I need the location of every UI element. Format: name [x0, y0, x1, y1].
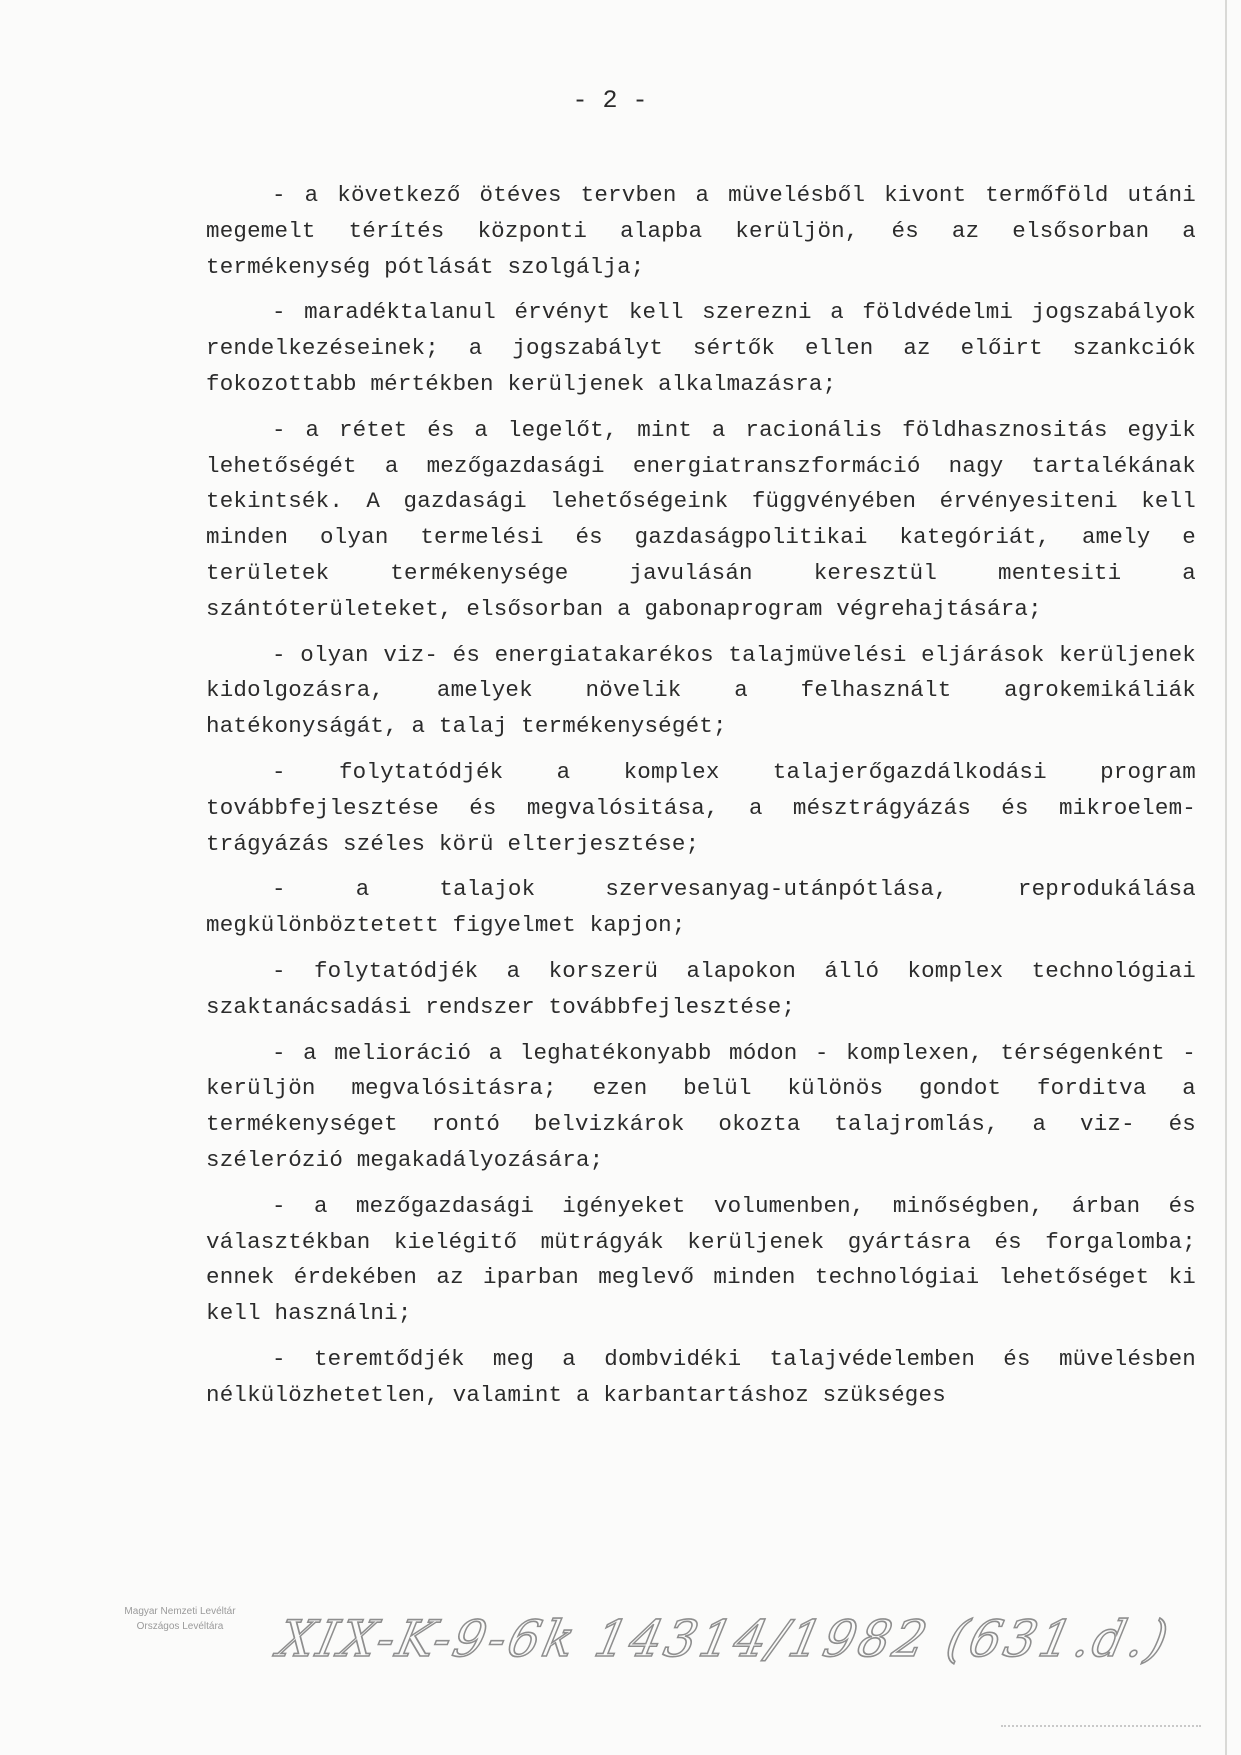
page-number: - 2 - — [572, 86, 648, 115]
paragraph: - folytatódjék a korszerü alapokon álló komplex technológiai szaktanácsadási rendszer továbbfejlesztése; — [206, 957, 1196, 1020]
archive-stamp-line: Magyar Nemzeti Levéltár — [124, 1606, 236, 1617]
shelfmark-text: XIX-K-9-6k 14314/1982 (631.d.) — [273, 1609, 1177, 1668]
paragraph: - teremtődjék meg a dombvidéki talajvédelemben és müvelésben nélkülözhetetlen, valamint a karbantartáshoz szükséges — [206, 1345, 1196, 1408]
scan-artifact — [1001, 1725, 1201, 1729]
archive-stamp-line: Országos Levéltára — [136, 1621, 224, 1632]
paragraph: - olyan viz- és energiatakarékos talajmüvelési eljárások kerüljenek kidolgozásra, amelyek növelik a felhasznált agrokemikáliák hatékonyságát, a talaj termékenységét; — [206, 641, 1196, 740]
document-body — [206, 178, 1196, 1424]
paragraph: - a rétet és a legelőt, mint a racionális földhasznositás egyik lehetőségét a mezőgazdasági energiatranszformáció nagy tartalékának tekintsék. A gazdasági lehetőségeink függvényében érvényesiteni kell minden olyan termelési és gazdaságpolitikai kategóriát, amely e területek termékenysége javulásán keresztül mentesiti a szántóterületeket, elsősorban a gabonaprogram végrehajtására; — [206, 416, 1196, 622]
paragraph: - maradéktalanul érvényt kell szerezni a földvédelmi jogszabályok rendelkezéseinek; a jogszabályt sértők ellen az előirt szankciók fokozottabb mértékben kerüljenek alkalmazásra; — [206, 299, 1196, 397]
paragraph: - a talajok szervesanyag-utánpótlása, reprodukálása megkülönböztetett figyelmet kapjon; — [206, 876, 1196, 939]
paragraph: - a melioráció a leghatékonyabb módon - komplexen, térségenként - kerüljön megvalósitásra; ezen belül különös gondot forditva a termékenységet rontó belvizkárok okozta talajromlás, a viz- és szélerózió megakadályozására; — [206, 1039, 1196, 1173]
paragraph: - a következő ötéves tervben a müvelésből kivont termőföld utáni megemelt térítés központi alapba kerüljön, és az elsősorban a termékenység pótlását szolgálja; — [206, 182, 1196, 280]
paragraph: - folytatódjék a komplex talajerőgazdálkodási program továbbfejlesztése és megvalósitása, a mésztrágyázás és mikroelem-trágyázás széles körü elterjesztése; — [206, 758, 1196, 857]
archive-stamp — [100, 1604, 260, 1634]
paragraph: - a mezőgazdasági igényeket volumenben, minőségben, árban és választékban kielégitő mütrágyák kerüljenek gyártásra és forgalomba; ennek érdekében az iparban meglevő minden technológiai lehetőséget ki kell használni; — [206, 1192, 1196, 1327]
page-edge-divider — [1225, 0, 1227, 1755]
handwritten-shelfmark — [273, 1594, 1177, 1684]
